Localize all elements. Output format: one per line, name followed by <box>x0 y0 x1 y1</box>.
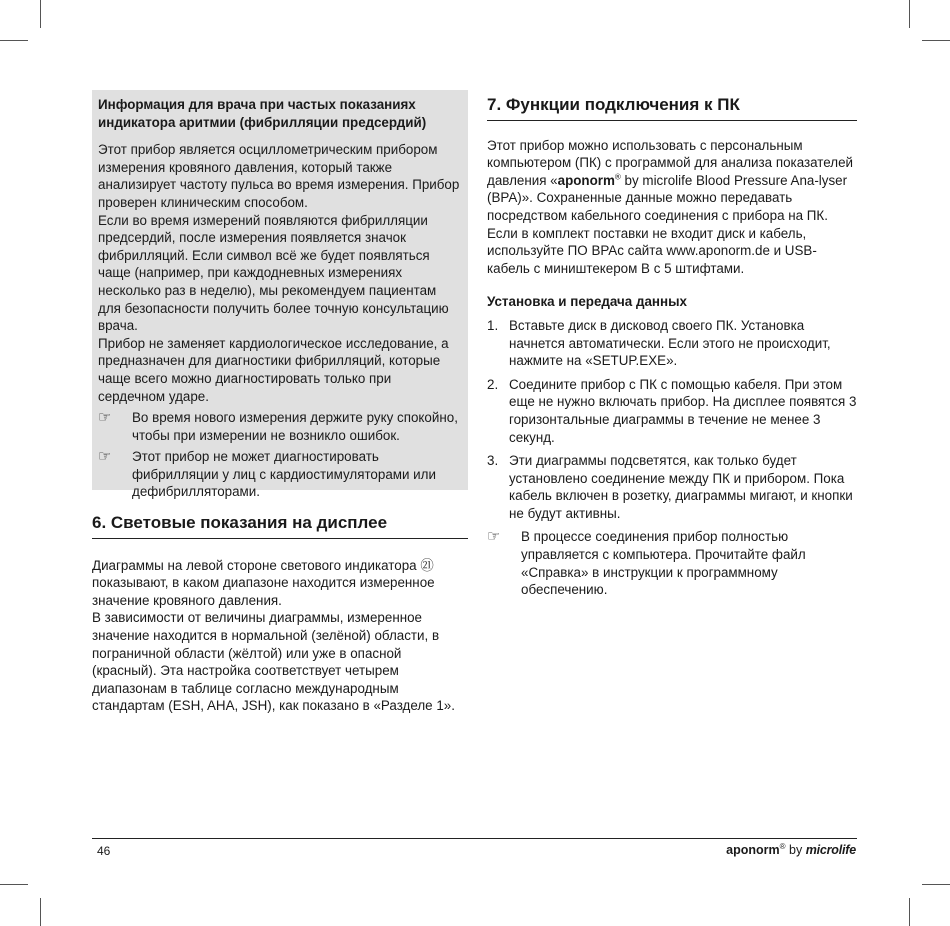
hint <box>98 409 462 444</box>
brand-maker: microlife <box>805 843 856 857</box>
page-number: 46 <box>97 844 111 858</box>
step-text: Соедините прибор с ПК с помощью кабеля. При этом еще не нужно включать прибор. На дисплее появятся 3 горизонтальные диаграммы в течение не менее 3 секунд. <box>509 376 857 445</box>
hint-text: Этот прибор не может диагностировать фибрилляции у лиц с кардиостимуляторами или дефибрилляторами. <box>132 449 436 500</box>
crop-mark <box>40 0 41 28</box>
install-steps <box>487 317 857 523</box>
crop-mark <box>922 40 950 41</box>
section-6-paragraph: Диаграммы на левой стороне светового индикатора ㉑ показывают, в каком диапазоне находится измеренное значение кровяного давления. <box>92 557 435 608</box>
step-number: 2. <box>487 376 499 392</box>
section-7-intro <box>487 137 857 278</box>
registered-mark: ® <box>779 841 786 851</box>
info-paragraph: Прибор не заменяет кардиологическое исследование, а предназначен для диагностики фибрилляций, которые чаще всего можно диагностировать только при сердечном ударе. <box>98 335 449 404</box>
footer-rule <box>92 838 857 839</box>
info-box-title: Информация для врача при частых показаниях индикатора аритмии (фибрилляции предсердий) <box>98 97 427 130</box>
step-text: Эти диаграммы подсветятся, как только будет установлено соединение между ПК и прибором. Пока кабель включен в розетку, диаграммы мигают, и кнопки не будут активны. <box>509 453 853 521</box>
crop-mark <box>0 884 28 885</box>
brand-by: by <box>785 843 806 857</box>
hint-text: Во время нового измерения держите руку спокойно, чтобы при измерении не возникло ошибок. <box>132 410 458 443</box>
brand-name: aponorm <box>726 843 780 857</box>
section-7 <box>487 96 857 599</box>
section-6-title: 6. Световые показания на дисплее <box>92 514 468 539</box>
section-6-paragraph: В зависимости от величины диаграммы, измеренное значение находится в нормальной (зелёной) области, в пограничной области (жёлтой) или уже в опасной (красный). Эта настройка соответствует четырем диапазонам в таблице согласно международным стандартам (ESH, AHA, JSH), как показано в «Разделе 1». <box>92 610 455 714</box>
brand-logo <box>726 843 856 857</box>
crop-mark <box>40 898 41 926</box>
list-item <box>487 452 857 522</box>
list-item <box>487 376 857 446</box>
hint <box>98 448 462 501</box>
install-subheading: Установка и передача данных <box>487 294 687 310</box>
pointing-hand-icon: ☞ <box>98 448 112 466</box>
intro-text: by microlife Blood Pressure Ana-lyser (BPA)». Сохраненные данные можно передавать посредством кабельного соединения с прибора на ПК. Если в комплект поставки не входит диск и кабель, используйте ПО BPAc сайта www.aponorm.de и USB-кабель с миништекером B с 5 штифтами. <box>487 172 848 276</box>
doctor-info-box <box>92 90 468 500</box>
crop-mark <box>922 884 950 885</box>
info-paragraph: Этот прибор является осциллометрическим прибором измерения кровяного давления, который также анализирует частоту пульса во время измерения. Прибор проверен клиническим способом. <box>98 142 460 210</box>
pointing-hand-icon: ☞ <box>487 528 501 546</box>
pointing-hand-icon: ☞ <box>98 409 112 427</box>
intro-text: Этот прибор можно использовать с персональным компьютером (ПК) с программой для анализа показателей давления « <box>487 137 854 188</box>
registered-mark: ® <box>614 172 621 182</box>
info-paragraph: Если во время измерений появляются фибрилляции предсердий, после измерения появляется значок фибрилляций. Если символ всё же будет появляться чаще (например, при каждодневных измерениях несколько раз в неделю), мы рекомендуем пациентам для безопасности получить более точную консультацию врача. <box>98 212 449 334</box>
hint-text: В процессе соединения прибор полностью управляется с компьютера. Прочитайте файл «Справка» в инструкции к программному обеспечению. <box>521 529 806 598</box>
crop-mark <box>909 0 910 28</box>
list-item <box>487 317 857 370</box>
step-number: 1. <box>487 317 499 333</box>
step-number: 3. <box>487 453 499 469</box>
section-6 <box>92 514 468 715</box>
hint <box>487 528 857 598</box>
brand-inline: aponorm <box>557 172 615 188</box>
section-7-title: 7. Функции подключения к ПК <box>487 96 857 121</box>
crop-mark <box>909 898 910 926</box>
step-text: Вставьте диск в дисковод своего ПК. Установка начнется автоматически. Если этого не происходит, нажмите на «SETUP.EXE». <box>509 317 831 369</box>
crop-mark <box>0 40 28 41</box>
